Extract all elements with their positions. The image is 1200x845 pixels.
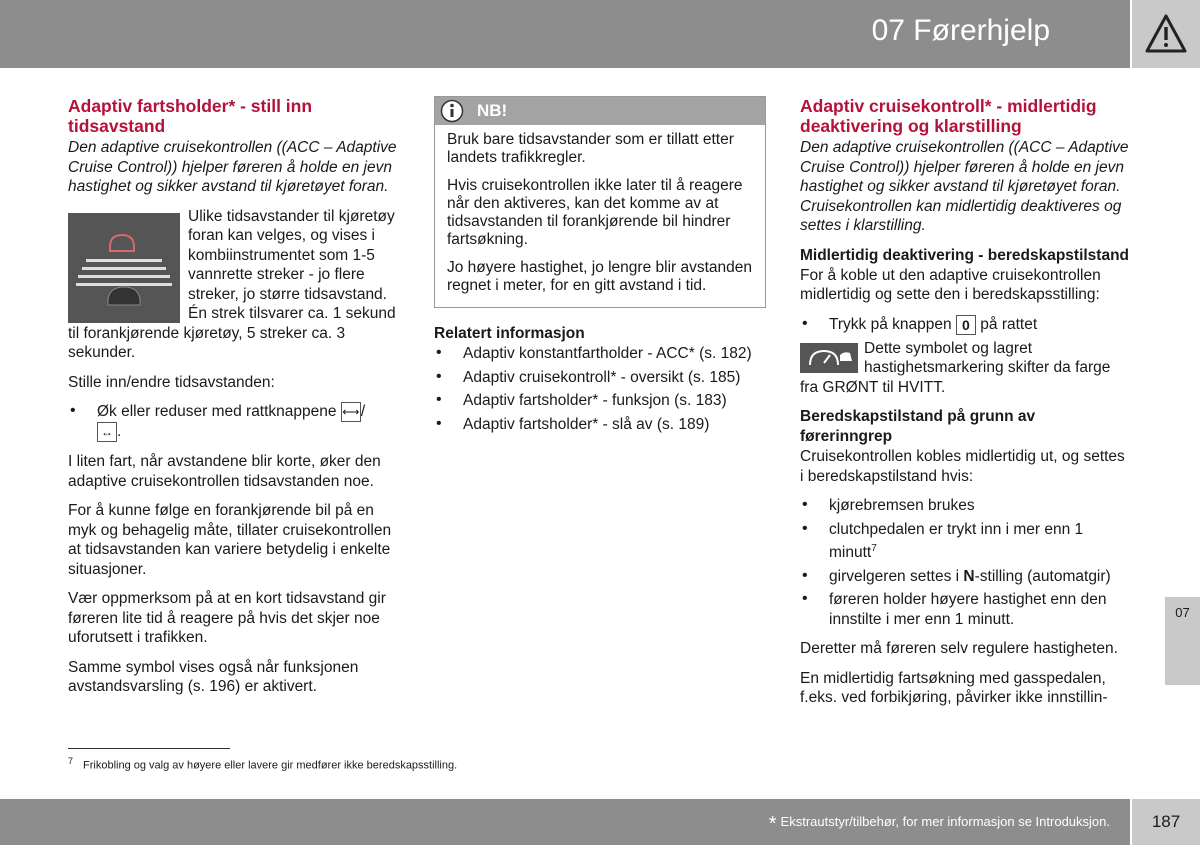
note-paragraph: Bruk bare tidsavstander som er tillatt etter landets trafikkregler. xyxy=(447,131,734,166)
symbol-row xyxy=(800,339,1130,398)
list-item: • føreren holder høyere hastighet enn den innstilte i mer enn 1 minutt. xyxy=(800,590,1130,629)
figure-text: Ulike tidsavstander til kjøretøy foran kan velges, og vises i kombiinstrumentet som 1-5 vannrette streker - jo flere streker, jo større tidsavstand. Én strek tilsvarer ca. 1 sekund til forankjørende kjøretøy, 5 streker ca. 3 sekunder. xyxy=(68,207,396,361)
paragraph-3: Vær oppmerksom på at en kort tidsavstand gir føreren lite tid å reagere på hvis det skjer noe uforutsett i trafikken. xyxy=(68,590,386,646)
subheading: Beredskapstilstand på grunn av førerinngrep xyxy=(800,408,1036,445)
paragraph-2: For å kunne følge en forankjørende bil på en myk og behagelig måte, tillater cruisekontrollen at tidsavstanden kan variere betydelig i enkelte situasjoner. xyxy=(68,502,392,578)
cruise-symbol-icon xyxy=(800,343,858,373)
chapter-side-tab: 07 xyxy=(1165,597,1200,685)
intro-text: Den adaptive cruisekontrollen ((ACC – Adaptive Cruise Control)) hjelper føreren å holde en jevn hastighet og sikker avstand til kjøretøyet foran. Cruisekontrollen kan midlertidig deaktiveres og settes i klarstilling. xyxy=(800,139,1129,234)
related-link[interactable]: • Adaptiv cruisekontroll* - oversikt (s. 185) xyxy=(434,368,766,388)
list-item xyxy=(800,315,1130,335)
list-item-text: girvelgeren settes i xyxy=(829,567,964,585)
related-list xyxy=(434,344,766,434)
press-text-end: på rattet xyxy=(980,315,1038,333)
section-heading: Adaptiv cruisekontroll* - midlertidig deaktivering og klarstilling xyxy=(800,96,1097,136)
footnote xyxy=(68,756,457,772)
slash-text: / xyxy=(360,403,366,421)
footnote-ref[interactable]: 7 xyxy=(871,543,877,554)
distance-bars-image xyxy=(68,213,180,323)
distance-increase-key-icon: ⟷ xyxy=(341,402,361,422)
list-item: • kjørebremsen brukes xyxy=(800,496,1130,516)
bullet-text: Øk eller reduser med rattknappene xyxy=(97,403,337,421)
list-item-text: clutchpedalen er trykt inn i mer enn 1 minutt xyxy=(829,520,1084,562)
column-right xyxy=(800,96,1130,718)
related-link[interactable]: • Adaptiv fartsholder* - funksjon (s. 183) xyxy=(434,391,766,411)
related-heading: Relatert informasjon xyxy=(434,325,585,342)
list-item xyxy=(68,402,398,442)
press-list xyxy=(800,315,1130,335)
list-item-text: -stilling (automatgir) xyxy=(974,567,1111,585)
footnote-text: Frikobling og valg av høyere eller lavere gir medfører ikke beredskapsstilling. xyxy=(83,759,458,772)
figure-block xyxy=(68,207,398,373)
paragraph-4: Samme symbol vises også når funksjonen avstandsvarsling (s. 196) er aktivert. xyxy=(68,658,359,695)
period-text: . xyxy=(117,423,122,441)
footnote-number: 7 xyxy=(68,756,74,766)
warning-box xyxy=(1132,0,1200,68)
list-item xyxy=(800,520,1130,563)
paragraph-2: En midlertidig fartsøkning med gasspedalen, f.eks. ved forbikjøring, påvirker ikke innstillin- xyxy=(800,669,1108,707)
symbol-text: Dette symbolet og lagret hastighetsmarkering skifter da farge fra GRØNT til HVITT. xyxy=(800,339,1111,396)
distance-decrease-key-icon: ↔ xyxy=(97,422,117,442)
related-link[interactable]: • Adaptiv konstantfartholder - ACC* (s. 182) xyxy=(434,344,766,364)
column-left xyxy=(68,96,398,707)
column-middle xyxy=(434,96,766,444)
note-label: NB! xyxy=(477,101,508,120)
gear-letter: N xyxy=(963,567,975,585)
list-item xyxy=(800,567,1130,587)
page-number: 187 xyxy=(1132,799,1200,845)
note-header xyxy=(435,97,765,125)
bullet-list xyxy=(68,402,398,442)
footer-text: Ekstrautstyr/tilbehør, for mer informasjon se Introduksjon. xyxy=(780,814,1110,829)
paragraph-1: Deretter må føreren selv regulere hastigheten. xyxy=(800,640,1118,658)
note-paragraph: Hvis cruisekontrollen ikke later til å reagere når den aktiveres, kan det komme av at tidsavstanden til forankjørende bil hindrer fartsøkning. xyxy=(447,177,743,248)
subheading: Midlertidig deaktivering - beredskapstilstand xyxy=(800,246,1130,264)
paragraph-1: I liten fart, når avstandene blir korte, øker den adaptive cruisekontrollen tidsavstanden noe. xyxy=(68,453,381,490)
footnote-divider xyxy=(68,748,230,749)
asterisk: * xyxy=(768,813,777,835)
subheading-text: For å koble ut den adaptive cruisekontrollen midlertidig og sette den i beredskapsstilling: xyxy=(800,266,1101,303)
footer-note xyxy=(769,813,1110,836)
section-heading: Adaptiv fartsholder* - still inn tidsavstand xyxy=(68,96,313,136)
subheading-text: Cruisekontrollen kobles midlertidig ut, og settes i beredskapstilstand hvis: xyxy=(800,448,1125,485)
note-paragraph: Jo høyere hastighet, jo lengre blir avstanden regnet i meter, for en gitt avstand i tid. xyxy=(447,259,753,294)
condition-list xyxy=(800,496,1130,629)
cruise-button-icon: 0 xyxy=(956,315,976,335)
page-footer xyxy=(0,799,1130,845)
related-link[interactable]: • Adaptiv fartsholder* - slå av (s. 189) xyxy=(434,415,766,435)
intro-text: Den adaptive cruisekontrollen ((ACC – Adaptive Cruise Control)) hjelper føreren å holde en jevn hastighet og sikker avstand til kjøretøyet foran. xyxy=(68,139,397,195)
press-text: Trykk på knappen xyxy=(829,315,952,333)
page-header xyxy=(0,0,1130,68)
chapter-title: 07 Førerhjelp xyxy=(871,14,1050,47)
warning-triangle-icon xyxy=(1144,12,1188,56)
note-box xyxy=(434,96,766,308)
info-icon xyxy=(439,99,465,123)
note-body xyxy=(435,125,765,307)
set-text: Stille inn/endre tidsavstanden: xyxy=(68,373,275,391)
